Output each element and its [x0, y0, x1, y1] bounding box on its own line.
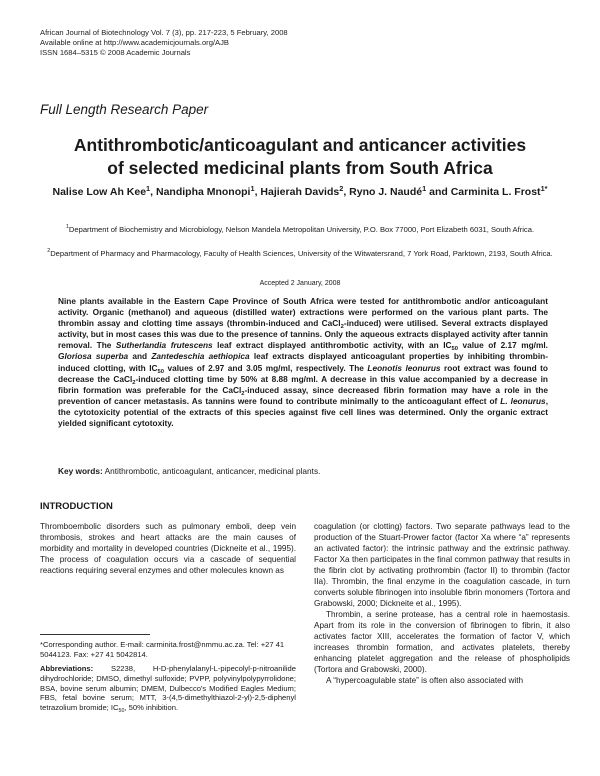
species-name: L. leonurus	[500, 395, 546, 406]
abbreviations-text: S2238, H-D-phenylalanyl-L-pipecolyl-p-nitroanilide dihydrochloride; DMSO, dimethyl sulfoxide; PVPP, polyvinylpolypyrrolidone; BSA, bovine serum albumin; DMEM, Dulbecco's Modified Eagles Medium; FBS, fetal bovine serum; MTT, 3-(4,5-dimethylthiazol-2-yl)-2,5-diphenyl tetrazolium bromide; IC	[40, 664, 296, 713]
corresponding-author-note: *Corresponding author. E-mail: carminita.frost@nmmu.ac.za. Tel: +27 41 5044123. Fax: +27 41 5042814.	[40, 640, 285, 659]
subscript: 2	[132, 379, 136, 386]
abstract-text: , the cytotoxicity potential of the extracts of this species against five cell lines was determined. Only the organic extract yielded significant cytotoxity.	[58, 395, 548, 429]
subscript: 50	[157, 368, 164, 375]
abbreviations-label: Abbreviations:	[40, 664, 94, 673]
abstract	[58, 296, 548, 429]
title-line-2: of selected medicinal plants from South Africa	[107, 158, 493, 178]
paper-type: Full Length Research Paper	[40, 102, 209, 117]
author: Nalise Low Ah Kee	[52, 186, 147, 198]
title-line-1: Antithrombotic/anticoagulant and anticancer activities	[73, 135, 527, 155]
author: Nandipha Mnonopi	[155, 186, 251, 198]
species-name: Leonotis leonurus	[367, 362, 441, 373]
subscript: 50	[451, 346, 458, 353]
journal-citation: African Journal of Biotechnology Vol. 7 (3), pp. 217-223, 5 February, 2008	[40, 28, 288, 37]
accepted-date: Accepted 2 January, 2008	[259, 280, 341, 287]
author-affil-mark: 1*	[540, 184, 548, 193]
species-name: Zantedeschia aethiopica	[151, 351, 250, 362]
affiliation-number: 1	[65, 224, 69, 230]
paragraph: A “hypercoagulable state” is often also associated with	[326, 676, 524, 685]
abstract-text: -induced assay, since decreased fibrin formation may have a role in the prevention of cancer metastasis. As tannins were found to contribute minimally to the anticoagulant effect of	[58, 384, 548, 406]
author-affil-mark: 1	[250, 184, 255, 193]
abstract-text: leaf extract displayed antithrombotic activity, with an IC	[212, 340, 452, 351]
journal-issn: ISSN 1684–5315 © 2008 Academic Journals	[40, 48, 191, 57]
journal-header	[40, 28, 288, 58]
author: Carminita L. Frost	[450, 186, 541, 198]
journal-url: Available online at http://www.academicjournals.org/AJB	[40, 38, 229, 47]
abstract-text: value of 2.17 mg/ml.	[457, 340, 548, 351]
abstract-text: -induced) were utilised. Several extracts displayed activity, but in most cases this was due to the presence of tannins. Only the aqueous extracts displayed activity after tannin removal. The	[58, 318, 549, 351]
keywords-text: Antithrombotic, anticoagulant, anticancer, medicinal plants.	[102, 466, 321, 476]
author-affil-mark: 1	[146, 184, 151, 193]
affiliation-text: Department of Pharmacy and Pharmacology, Faculty of Health Sciences, University of the Witwatersrand, 7 York Road, Parktown, 2193, South Africa.	[50, 249, 553, 258]
abstract-text: root extract was found to decrease the CaCl	[58, 362, 548, 384]
abstract-text: Nine plants available in the Eastern Cape Province of South Africa were tested for antithrombotic and/or anticoagulant activity. Organic (methanol) and aqueous (distilled water) extractions were performed on the various plant parts. The thrombin assay and clotting time assays (thrombin-induced and CaCl	[58, 296, 548, 329]
abstract-text: values of 2.97 and 3.05 mg/ml, respectively. The	[163, 362, 368, 373]
body-column-right	[314, 521, 570, 686]
keywords	[58, 466, 320, 476]
paragraph: Thrombin, a serine protease, has a central role in haemostasis. Apart from its role in the conversion of fibrinogen to fibrin, it also activates factor XIII, accelerates the formation of factor V, which increases thrombin formation, and activates platelets, thereby enhancing platelet aggregation and the release of phospholipids (Tortora and Grabowski, 2000).	[314, 610, 570, 674]
species-name: Gloriosa superba	[58, 351, 129, 362]
abstract-text: leaf extracts displayed anticoagulant properties by inhibiting thrombin-induced clotting, with IC	[58, 351, 548, 373]
abbreviations-text: , 50% inhibition.	[124, 703, 179, 713]
affiliation-text: Department of Biochemistry and Microbiology, Nelson Mandela Metropolitan University, P.O. Box 77000, Port Elizabeth 6031, South Africa.	[68, 225, 535, 234]
author: Hajierah Davids	[260, 186, 340, 198]
paper-title	[40, 134, 560, 180]
author-conjunction: and	[429, 186, 448, 198]
subscript: 2	[340, 324, 344, 331]
author-affil-mark: 1	[422, 184, 427, 193]
author-affil-mark: 2	[339, 184, 344, 193]
subscript: 2	[241, 390, 245, 397]
body-column-left	[40, 521, 296, 576]
section-heading-introduction: INTRODUCTION	[40, 501, 113, 512]
affiliation-number: 2	[47, 248, 51, 254]
subscript: 50	[118, 708, 125, 715]
author-list: Nalise Low Ah Kee$^1$, Nandipha Mnonopi$^1$, Hajierah Davids$^2$, Ryno J. Naudé$^1$ and Carminita L. Frost$^{1*}$	[52, 184, 548, 198]
abstract-text: and	[128, 351, 152, 362]
footnote-divider	[40, 634, 150, 635]
keywords-label: Key words:	[58, 466, 103, 476]
author: Ryno J. Naudé	[349, 186, 423, 198]
paragraph: Thromboembolic disorders such as pulmonary emboli, deep vein thrombosis, strokes and heart attacks are the main causes of morbidity and mortality in developed countries (Dickneite et al., 1995). The process of coagulation occurs via a cascade of sequential reactions requiring several enzymes and other molecules known as	[40, 522, 296, 575]
abbreviations-note	[40, 664, 296, 713]
affiliation-2	[40, 248, 560, 259]
paragraph: coagulation (or clotting) factors. Two separate pathways lead to the production of the Stuart-Prower factor (factor Xa where “a” represents an activated factor): the intrinsic pathway and the extrinsic pathway. Factor Xa then participates in the final common pathway that results in the fibrin clot by activating prothrombin (factor II) to thrombin (factor IIa). Thrombin, the final enzyme in the coagulation cascade, in turn converts soluble fibrinogen into insoluble fibrin monomers (Tortora and Grabowski, 2000; Dickneite et al., 1995).	[314, 522, 570, 608]
affiliation-1	[40, 224, 560, 235]
species-name: Sutherlandia frutescens	[115, 340, 213, 351]
abstract-text: -induced clotting time by 50% at 8.88 mg/ml. A decrease in this value accompanied by a decrease in fibrin formation was preferable for the CaCl	[58, 373, 548, 395]
